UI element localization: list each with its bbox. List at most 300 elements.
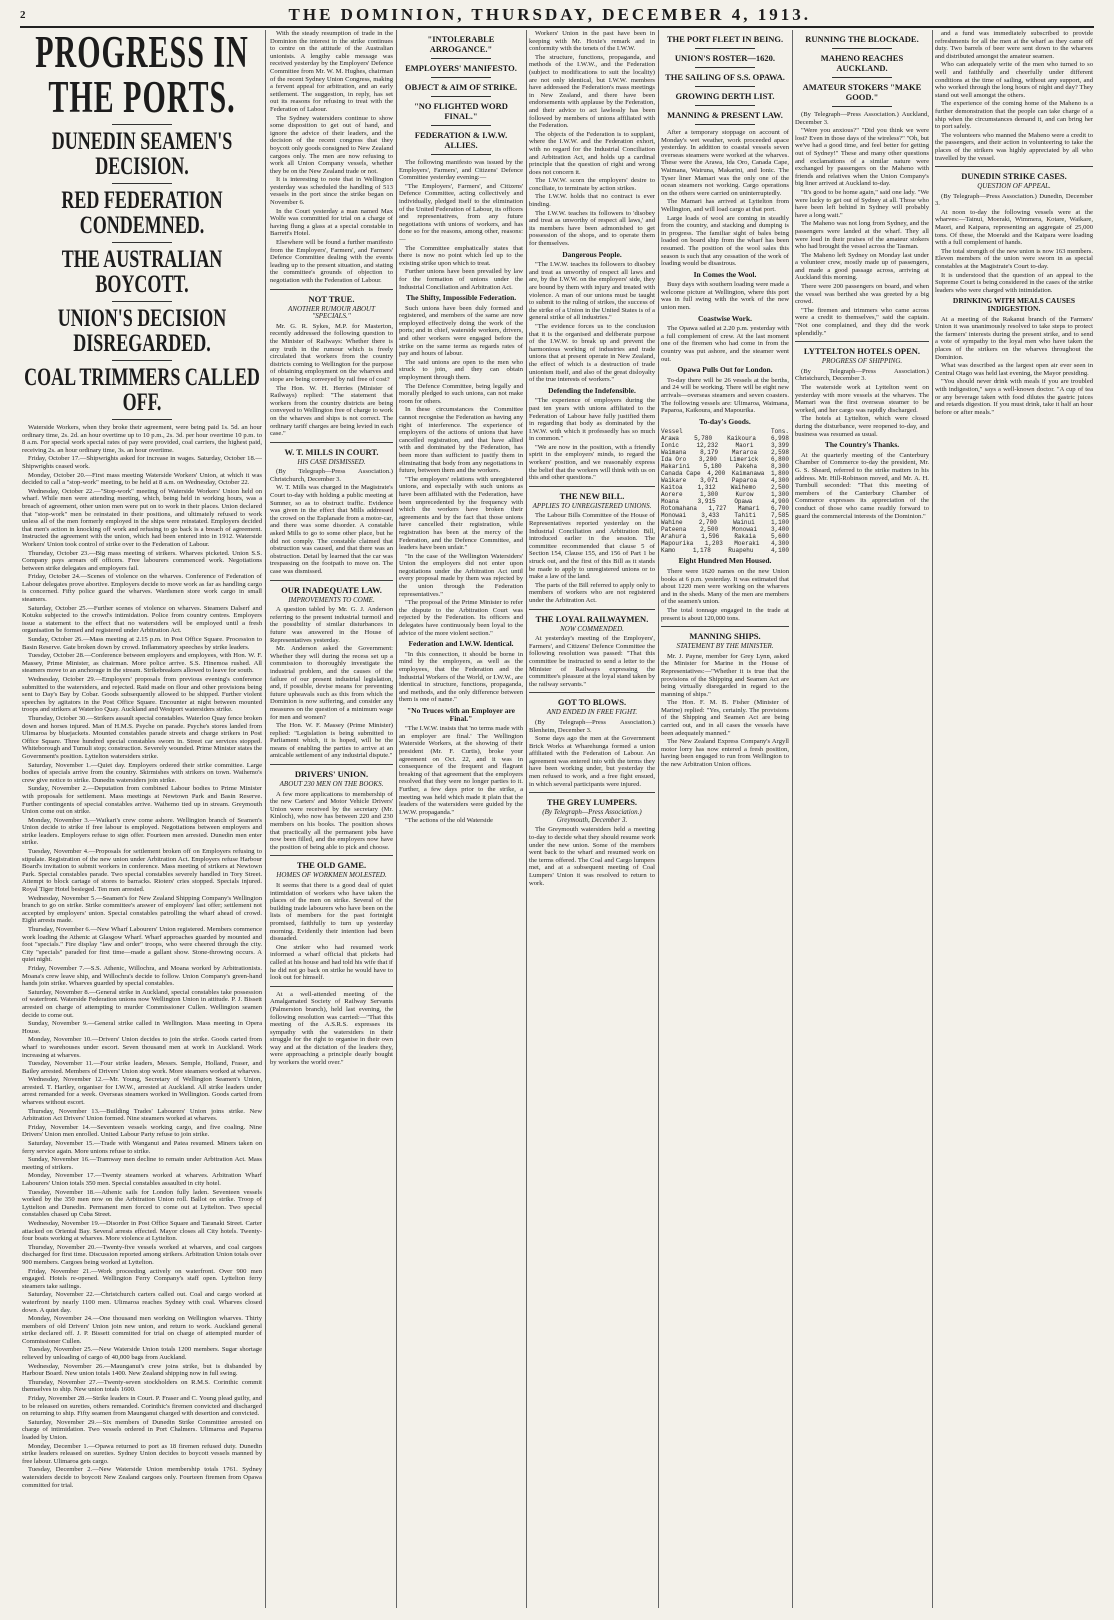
article-paragraph: The said unions are open to the men who struck to join, and they can obtain employment through them. xyxy=(399,358,523,382)
vessel-name: Maori xyxy=(735,442,754,450)
vessel-name: Aorere xyxy=(661,491,683,499)
section-heading: OUR INADEQUATE LAW. xyxy=(281,584,382,595)
article-paragraph: The following manifesto was issued by the Employers', Farmers', and Citizens' Defence Committee yesterday evening:— xyxy=(399,159,523,182)
article-paragraph: The experience of the coming home of the Maheno is a further demonstration that the people can take charge of a ship when the circumstances demand it, and can bring her to port safely. xyxy=(935,100,1093,131)
section-subheading: QUESTION OF APPEAL. xyxy=(977,182,1051,191)
article-paragraph: Mr. J. Payne, member for Grey Lynn, asked the Minister for Marine in the House of Representatives:—"Whether it is true that the provisions of the Shipping and Seamen Act are being virtually disregarded in regard to the manning of ships." xyxy=(661,652,789,698)
vessel-tons: 1,203 xyxy=(704,540,723,548)
opawa-subhead: THE SAILING OF S.S. OPAWA. xyxy=(665,72,785,82)
vessel-name: Kaimanawa xyxy=(731,470,765,478)
article-paragraph: It is interesting to note that in Wellington yesterday was scheduled the handling of 513 vessels in the port since the strike began on November 6. xyxy=(270,176,393,207)
article-paragraph: Wednesday, November 19.—Disorder in Post Office Square and Taranaki Street. Carter attacked on Oriental Bay. Several arrests effected. Mayor closes all City hotels. Twenty-four boats working at wharves. More violence at Lyttelton. xyxy=(22,1219,262,1243)
vessel-name: Arawa xyxy=(661,435,680,443)
column-6-body xyxy=(795,111,929,520)
vessel-tons: 1,312 xyxy=(697,484,716,492)
section-subheading: Dangerous People. xyxy=(562,249,622,259)
divider xyxy=(529,486,655,487)
divider xyxy=(112,419,172,420)
article-paragraph: It seems that there is a good deal of quiet intimidation of workers who have taken the places of the men on strike. Several of the building trade labourers who have been on the lists of members for the past fortnight promised, faithfully to turn up yesterday morning. Evidently their intention had been dissuaded. xyxy=(270,882,393,943)
article-paragraph: Saturday, November 8.—General strike in Auckland, special constables take possession of waterfront. Waterside Federation unions now Wellington Union in attitude. P. J. Bissett arrested on charge of attempting to murder Commissioner Cullen. Wellington seamen decide to come out. xyxy=(22,988,262,1019)
article-paragraph: "The experience of employers during the past ten years with unions affiliated to the Federation of Labour have fully justified them in regarding that body as dominated by the I.W.W. with which it professedly has so much in common." xyxy=(529,397,655,443)
vessel-name: Rakaia xyxy=(734,533,756,541)
divider xyxy=(935,166,1093,167)
strike-summary xyxy=(270,30,393,285)
vessel-tons: 6,800 xyxy=(770,456,789,464)
article-paragraph: "The proposal of the Prime Minister to refer the dispute to the Arbitration Court was rejected by the Federation. Its officers and delegates have continuously been loyal to the advice of the more violent section." xyxy=(399,599,523,637)
section-subheading: In Comes the Wool. xyxy=(693,269,757,279)
article-paragraph: "The actions of the old Waterside xyxy=(405,817,493,825)
article-paragraph: At a meeting of the Rakanui branch of the Farmers' Union it was unanimously resolved to take steps to protect the farmers' interests during the present strike, and to send a vote of sympathy to the loyal men who have taken the places of the strikers on the wharves throughout the Dominion. xyxy=(935,315,1093,361)
section-subheading: (By Telegraph—Press Association.) Greymouth, December 3. xyxy=(542,808,642,824)
article-paragraph: With the steady resumption of trade in the Dominion the interest in the strike continues to centre on the attitude of the Australian unionists. A lengthy cable message was received yesterday by the Employers' Defence Committee from Mr. W. M. Hughes, chairman of the recent Sydney Union Congress, making a fervent appeal for arbitration, and an early settlement. The suggestion, in reply, has set out its reasons for refusing to treat with the Federation of Labour. xyxy=(270,30,393,113)
column-rule xyxy=(526,30,527,1608)
section-subheading: To-day's Goods. xyxy=(699,416,751,426)
article-paragraph: The Labour Bills Committee of the House of Representatives reported yesterday on the Industrial Conciliation and Arbitration Bill, introduced earlier in the session. The committee recommended that clause 5 of Section 154, Clause 155, and 156 of Part 1 be struck out, and the first of this Bill as it stands be made to apply to unregistered unions or to make a law of the land. xyxy=(529,512,655,581)
section-subheading: Eight Hundred Men Housed. xyxy=(678,556,772,566)
article-paragraph: "In this connection, it should be borne in mind by the employers, as well as the employees, that the Federation and the Industrial Workers of the World, or I.W.W., are identical in structure, functions, propaganda, and methods, and the only difference between them is one of name." xyxy=(399,650,523,704)
divider xyxy=(695,86,755,87)
manning-subhead: MANNING & PRESENT LAW. xyxy=(667,110,783,120)
article-paragraph: "In the case of the Wellington Watersiders' Union the employers did not enter upon negotiations under the Arbitration Act until every proposal made by them was rejected by the union through the Federation representatives." xyxy=(399,552,523,598)
article-paragraph: (By Telegraph—Press Association.) Dunedin, December 3. xyxy=(935,192,1093,208)
roster-subhead: UNION'S ROSTER—1620. xyxy=(674,53,776,63)
tons-col-header: Tons. xyxy=(770,428,789,436)
article-paragraph: Some days ago the men at the Government Brick Works at Wharehunga formed a union affiliated with the Federation of Labour. An agreement was entered into with the terms they have been working under, but yesterday the men refused to work, and a free fight ensued, in which several participants were injured. xyxy=(529,735,655,788)
headline-coal-trimmers: COAL TRIMMERS CALLED OFF. xyxy=(24,362,260,416)
vessel-tons: 5,600 xyxy=(770,533,789,541)
divider xyxy=(270,855,393,856)
article-paragraph: The Sydney watersiders continue to show some disposition to get out of hand, and ignore the advice of their leaders, and the decision of the recent congress that they boycott only goods consigned to New Zealand cargoes only. The men are now refusing to work all Union Company vessels, whether they be on the New Zealand trade or not. xyxy=(270,114,393,175)
blockade-headline: RUNNING THE BLOCKADE. xyxy=(805,34,919,44)
vessel-row xyxy=(661,505,789,512)
article-paragraph: The total strength of the new union is now 163 members. Eleven members of the union were sworn in as special constables at the Magistrate's Court to-day. xyxy=(935,247,1093,271)
divider xyxy=(112,360,172,361)
divider xyxy=(695,67,755,68)
article-paragraph: (By Telegraph—Press Association.) Christchurch, December 3. xyxy=(795,367,929,383)
divider xyxy=(529,792,655,793)
section-heading: NOT TRUE. xyxy=(308,293,355,304)
vessel-name: Pateena xyxy=(661,526,687,534)
vessel-row xyxy=(661,435,789,442)
vessel-name: Mapourika xyxy=(661,540,694,548)
vessel-row xyxy=(661,442,789,449)
article-paragraph: Thursday, October 30.—Strikers assault special constables. Waterloo Quay fence broken down and horses injured. Man of H.M.S. Psyche on parade. Psyche's stores landed from Ulimaroa by bluejackets. Mounted constables parade streets and charge strikers in Post Office Square. Three hundred special constables sworn in. Street car services stopped. Whiteborough and Tumuli stop; construction. Severely wounded. Prime Minister states the Government's position. Lyttelton watersiders strike. xyxy=(22,714,262,760)
article-paragraph: Monday, November 24.—One thousand men working on Wellington wharves. Thirty members of old Drivers' Union join new union, and return to work. Auckland general strike declared off. J. P. Bissett committed for trial on charge of attempted murder of Commissioner Cullen. xyxy=(22,1315,262,1345)
article-paragraph: There were 200 passengers on board, and when the vessel was berthed she was greeted by a big crowd. xyxy=(795,283,929,306)
article-paragraph: Monday, December 1.—Opawa returned to port as 18 firemen refused duty. Dunedin strike leaders released on sureties. Sydney Union decides to boycott vessels manned by free labour. Ulimaroa gets cargo. xyxy=(22,1442,262,1465)
vessel-row xyxy=(661,519,789,526)
vessel-name: Ruapehu xyxy=(728,547,754,555)
section-heading: LYTTELTON HOTELS OPEN. xyxy=(803,346,921,357)
article-paragraph: Friday, November 21.—Work proceeding actively on waterfront. Over 900 men engaged. Hotels re-opened. Wellington Ferry Company's staff open. Lyttelton ferry steamers take sailings. xyxy=(22,1267,262,1290)
column-rule xyxy=(932,30,933,1608)
vessel-name: Monowai xyxy=(661,512,687,520)
article-paragraph: Mr. G. R. Sykes, M.P. for Masterton, recently addressed the following question to the Minister of Railways: Whether there is any truth in the rumour which is freely circulated that workers from the country districts coming to Wellington for the purpose of obtaining employment on the wharves and stope are being conveyed by rail free of cost? xyxy=(270,322,393,383)
article-paragraph: "Were you anxious?" "Did you think we were lost? Even in those days of the wireless?" "Oh, but we've had a good time, and feel better for getting out of Sydney!" These and many other questions and exclamations of a similar nature were exchanged by passengers on the Maheno with friends and relatives when the Union Company's big liner arrived at Auckland to-day. xyxy=(795,127,929,188)
vessel-name: Rotomahana xyxy=(661,505,698,513)
article-paragraph: Large loads of wool are coming in steadily from the country, and stacking and dumping is in progress. The familiar sight of bales being loaded on board ship from the wharf has been resumed. The position of the wool sales this season is such that any cessation of the work of loading would be disastrous. xyxy=(661,214,789,268)
headline-boycott: THE AUSTRALIAN BOYCOTT. xyxy=(61,244,223,298)
article-paragraph: What was described as the largest open air ever seen in Central Otago was held last evening, the Mayor presiding. xyxy=(935,362,1093,377)
article-paragraph: The New Zealand Express Company's Argyll motor lorry has now entered a fresh position, having been engaged to run from Wellington to the new Arbitration Union offices. xyxy=(661,738,789,769)
column-5-body xyxy=(661,129,789,769)
section-subheading: IMPROVEMENTS TO COME. xyxy=(288,595,375,604)
section-subheading: "No Truces with an Employer are Final." xyxy=(407,705,515,723)
vessel-row xyxy=(661,526,789,533)
article-paragraph: Sunday, October 26.—Mass meeting at 2.15 p.m. in Post Office Square. Procession to Basin Reserve. Gate broken down by crowd. Inflammatory speeches by strike leaders. xyxy=(22,636,262,651)
article-paragraph: In these circumstances the Committee cannot recognise the Federation as having any right of interference. The experience of employers of the actions of unions that have cancelled registration, and that have allied with and dominated by the Federation, has been more than sufficient to justify them in eliminating that body from any negotiations in future, between them and the workers. xyxy=(399,406,523,475)
article-paragraph: There were 1620 names on the new Union books at 6 p.m. yesterday. It was estimated that about 1220 men were working on the wharves and in the sheds. Many of the men are members of the seamen's union. xyxy=(661,567,789,606)
article-paragraph: Busy days with southern loading were made a welcome picture at Wellington, where this port was in full swing with the work of the new union men. xyxy=(661,281,789,312)
article-paragraph: Tuesday, December 2.—New Waterside Union membership totals 1761. Sydney watersiders decide to boycott New Zealand cargoes only. Fourteen firemen from Opawa committed for trial. xyxy=(22,1466,262,1489)
article-paragraph: and a fund was immediately subscribed to provide refreshments for all the men at the wharf as they came off duty. Two barrels of beer were sent down to the wharves and distributed amongst the amateur seamen. xyxy=(935,30,1093,60)
main-headline: PROGRESS IN THE PORTS. xyxy=(35,30,249,123)
article-paragraph: The Maheno left Sydney on Monday last under a volunteer crew, mostly made up of passengers, and made a good passage across, arriving at Auckland this morning. xyxy=(795,251,929,282)
article-paragraph: Monday, October 20.—First mass meeting Waterside Workers' Union, at which it was decided to call a "stop-work" meeting, to be held at 8 a.m. on Wednesday, October 22. xyxy=(22,471,262,487)
manifesto-subhead: "NO FLIGHTED WORD FINAL." xyxy=(414,101,508,121)
divider xyxy=(695,124,755,125)
vessel-name: Limerick xyxy=(729,456,759,464)
vessel-tons: 2,598 xyxy=(770,449,789,457)
article-paragraph: Workers' Union in the past have been in keeping with Mr. Hoxie's remark and in conformity with the tenets of the I.W.W. xyxy=(529,30,655,53)
vessel-tons: 6,700 xyxy=(770,505,789,513)
divider xyxy=(431,154,491,155)
vessel-name: Tahiti xyxy=(734,512,756,520)
vessel-name: Moana xyxy=(661,498,680,506)
section-subheading: ABOUT 230 MEN ON THE BOOKS. xyxy=(279,780,384,789)
column-7-body xyxy=(935,30,1093,416)
vessel-row xyxy=(661,533,789,540)
divider xyxy=(529,692,655,693)
article-paragraph: The Committee emphatically states that there is now no point which led up to the existing strike upon which to treat. xyxy=(399,244,523,267)
vessel-tons: 5,780 xyxy=(694,435,713,443)
article-paragraph: Such unions have been duly formed and registered, and members of the same are now employed effectively doing the work of the ports; and in chief, waterside workers, drivers, and other workers were engaged before the strike on the same terms as regards rates of pay and hours of labour. xyxy=(399,304,523,358)
article-paragraph: Waterside Workers, when they broke their agreement, were being paid 1s. 5d. an hour ordinary time, 2s. 2d. an hour overtime up to 10 p.m., 2s. 3d. per hour overtime 10 p.m. to 8 a.m. For special work special rates of pay were provided, coal carriers, the highest paid, receiving 2s. an hour ordinary time, 3s. an hour overtime. xyxy=(22,424,262,454)
vessel-row xyxy=(661,456,789,463)
vessel-name: Waimana xyxy=(661,449,687,457)
vessel-name: Ida Oro xyxy=(661,456,687,464)
column-rule xyxy=(792,30,793,1608)
vessel-name: Kurow xyxy=(735,491,754,499)
article-paragraph: "The employers' relations with unregistered unions, and especially with such unions as have been affiliated with the Federation, have been unprecedented by the frequency with which the workers have broken their agreements and by the fact that those unions have cancelled their registration, while registration has been at the mercy of the Federation, and the Defence Committee, and leaders have been unfair." xyxy=(399,475,523,552)
article-paragraph: "The firemen and trimmers who came across were a credit to themselves," said the captain. "Not one complained, and they did the work splendidly." xyxy=(795,306,929,337)
divider xyxy=(695,105,755,106)
article-paragraph: The Maheno was not long from Sydney, and the passengers were landed at the wharf. They all were loud in their praises of the amateur stokers who had brought the vessel across the Tasman. xyxy=(795,220,929,251)
column-2 xyxy=(270,30,393,1608)
vessel-tons: 4,300 xyxy=(770,540,789,548)
manifesto-subhead: EMPLOYERS' MANIFESTO. xyxy=(405,63,517,73)
headline-dunedin: DUNEDIN SEAMEN'S DECISION. xyxy=(51,126,233,180)
article-paragraph: The volunteers who manned the Maheno were a credit to the passengers, and their action in volunteering to take the places of the strikers was highly appreciated by all who travelled by the vessel. xyxy=(935,131,1093,162)
vessel-row xyxy=(661,512,789,519)
article-paragraph: The Greymouth watersiders held a meeting to-day to decide what they should resume work under the new union. Some of the members went back to the wharf and resumed work on the terms offered. The Coal and Cargo lumpers met, and at a subsequent meeting of Coal Lumpers' Union it was resolved to return to work. xyxy=(529,826,655,887)
article-paragraph: Friday, October 17.—Shipwrights asked for increase in wages. Saturday, October 18.—Shipwrights ceased work. xyxy=(22,455,262,470)
article-paragraph: Tuesday, November 18.—Athenic sails for London fully laden. Seventeen vessels worked by the 350 men now on the Arbitration Union roll. Ballot on strike. Troop of Lyttelton and Dunedin. Permanent men forced to come out at Lyttelton. Two special constables chased up Cuba Street. xyxy=(22,1188,262,1219)
vessel-tons: 2,500 xyxy=(770,484,789,492)
article-paragraph: Wednesday, November 12.—Mr. Young, Secretary of Wellington Seamen's Union, arrested. T. Hartley, organiser for I.W.W., arrested at Auckland. All strike leaders under arrest remanded for a week. Overseas steamers worked in Wellington. Goods carted from wharves without escort. xyxy=(22,1076,262,1107)
article-paragraph: After a temporary stoppage on account of Monday's wet weather, work proceeded apace yesterday. In addition to coastal vessels seven overseas steamers were worked at the wharves. These were the Arawa, Ida Oro, Canada Cape, Waimana, Wairuna, Makarini, and Ionic. The Tyser liner Mamari was the only one of the ocean steamers not working. Cargo operations on the others were carried on uninterruptedly. xyxy=(661,129,789,197)
headline-union-decision: UNION'S DECISION DISREGARDED. xyxy=(57,303,227,357)
article-paragraph: Wednesday, October 29.—Employers' proposals from previous evening's conference submitted to the watersiders, and rejected. Raid made on flour and other provisions being sent to Day's Bay by Cobar. Goods subsequently allowed to be shipped. Further violent speeches by agitators in the Post Office Square. Encounter at night between mounted troops and strikers at Waterloo Quay. Auckland and Westport watersiders strike. xyxy=(22,676,262,714)
article-paragraph: Tuesday, October 28.—Conference between employers and employees, with Hon. W. F. Massey, Prime Minister, as chairman. More police arrive. S.S. Hinemoa rushed. All steamers move to an anchorage in the stream. Strikebreakers allowed to leave for south. xyxy=(22,652,262,675)
vessel-name: Arahura xyxy=(661,533,687,541)
manifesto-subhead: OBJECT & AIM OF STRIKE. xyxy=(404,82,518,92)
article-paragraph: The I.W.W. scorn the employers' desire to conciliate, to terminate by action strikes. xyxy=(529,177,655,192)
vessel-row xyxy=(661,470,789,477)
vessel-name: Ionic xyxy=(661,442,680,450)
divider xyxy=(795,341,929,342)
section-subheading: Federation and I.W.W. Identical. xyxy=(408,639,514,649)
article-paragraph: One striker who had resumed work informed a wharf official that pickets had called at his house and had told his wife that if he did not go back on strike he would have to look out for himself. xyxy=(270,943,393,982)
vessel-tons: 1,178 xyxy=(692,547,711,555)
vessel-tons: 4,200 xyxy=(707,470,726,478)
article-paragraph: Wednesday, November 26.—Maunganui's crew joins strike, but is disbanded by Harbour Board. New union totals 1400. New Zealand shipping now in full swing. xyxy=(22,1362,262,1378)
section-subheading: DRINKING WITH MEALS CAUSES INDIGESTION. xyxy=(952,296,1076,313)
vessel-tons: 6,998 xyxy=(770,435,789,443)
divider xyxy=(832,48,892,49)
article-paragraph: At yesterday's meeting of the Employers', Farmers', and Citizens' Defence Committee the following resolution was passed: "That this committee be instructed to send a letter to the Minister of Railways expressing the committee's pleasure at the loyal stand taken by the railway servants." xyxy=(529,635,655,688)
vessel-tons: 7,585 xyxy=(770,512,789,520)
vessel-name: Moeraki xyxy=(734,540,760,548)
vessel-tons: 3,915 xyxy=(697,498,716,506)
manifesto-subhead: FEDERATION & I.W.W. ALLIES. xyxy=(414,130,508,150)
article-paragraph: (By Telegraph—Press Association.) Blenheim, December 3. xyxy=(529,718,655,734)
article-paragraph: "The evidence forces us to the conclusion that it is the organised and deliberate purpose of the I.W.W. to break up and prevent the harmonious working of industries and trade unions that at present operate in New Zealand, the effect of which is a destruction of trade unionism itself, and also of the great disloyalty of the true interests of workers." xyxy=(529,322,655,384)
vessel-name: Pakeha xyxy=(735,463,758,471)
article-paragraph: The I.W.W. holds that no contract is ever binding. xyxy=(529,193,655,209)
divider xyxy=(431,96,491,97)
page-number: 2 xyxy=(20,9,26,21)
section-heading: THE GREY LUMPERS. xyxy=(546,797,638,808)
column-rule xyxy=(396,30,397,1608)
article-paragraph: The Hon. W. H. Herries (Minister of Railways) replied: "The statement that workers from the country districts are being conveyed to Wellington free of charge to work on the wharves and ships is not correct. The ordinary tariff charges are being levied in each case." xyxy=(270,384,393,438)
vessel-row xyxy=(661,547,789,554)
section-subheading: The Shifty, Impossible Federation. xyxy=(405,293,517,303)
masthead xyxy=(20,4,1094,28)
article-paragraph: To-day there will be 26 vessels at the berths, and 24 will be working. There will be eight new arrivals—overseas steamers and seven coasters. The following vessels are: Ulimaroa, Waimana, Paparoa, Kaikoura, and Mapourika. xyxy=(661,376,789,415)
divider xyxy=(661,626,789,627)
article-paragraph: Friday, November 28.—Strike leaders in Court. P. Fraser and C. Young plead guilty, and to be released on sureties, others remanded. Corinthic's firemen convicted and discharged on returning to ship. Fifty seamen from Maunganui charged with desertion and convicted. xyxy=(22,1395,262,1418)
article-paragraph: "The I.W.W. insists that 'no terms made with an employer are final.' The Wellington Waterside Workers, at the showing of their president (Mr. F. Curtis), broke your agreement on Oct. 22, and it was in consequence of the frequent and flagrant breaking of that agreement that the employers resolved that they were no longer parties to it. Further, a few days prior to the strike, a meeting was held which made it plain that the leaders of the watersiders were guided by the I.W.W. propaganda." xyxy=(399,725,523,816)
vessel-name: Paparoa xyxy=(731,477,758,485)
vessel-tons: 3,071 xyxy=(700,477,719,485)
column-7 xyxy=(935,30,1093,1608)
section-heading: THE OLD GAME. xyxy=(296,860,367,871)
article-paragraph: Friday, November 14.—Seventeen vessels working cargo, and five coaling. Nine Drivers' Union men enrolled. United Labour Party refuse to join strike. xyxy=(22,1123,262,1139)
chronology-body xyxy=(22,424,262,1489)
divider xyxy=(270,442,393,443)
article-paragraph: Saturday, November 15.—Trade with Wanganui and Patea resumed. Miners taken on ferry service again. More unions refuse to strike. xyxy=(22,1140,262,1155)
port-fleet-headline: THE PORT FLEET IN BEING. xyxy=(666,34,784,44)
column-6 xyxy=(795,30,929,1608)
divider xyxy=(431,58,491,59)
article-paragraph: At noon to-day the following vessels were at the wharves:—Tainui, Moeraki, Wimmera, Kotare, Waikare, Maori, and Kaipara, representing an aggregate of 25,000 tons. Of these, the Moeraki and the Kaipara were loading with a full complement of hands. xyxy=(935,208,1093,247)
vessel-row xyxy=(661,449,789,456)
section-subheading: ANOTHER RUMOUR ABOUT "SPECIALS." xyxy=(288,304,375,321)
section-subheading: PROGRESS OF SHIPPING. xyxy=(821,357,903,366)
section-subheading: Coastwise Work. xyxy=(697,313,753,323)
article-paragraph: Wednesday, November 5.—Seamen's for New Zealand Shipping Company's Wellington branch to go on strike. Strike committee's answer of employers' last offer; settlement not accepted by employers' union. Special constables patrolling the wharf ahead of crowd. Eight arrests made. xyxy=(22,894,262,925)
article-paragraph: Sunday, November 9.—General strike called in Wellington. Mass meeting in Opera House. xyxy=(22,1020,262,1035)
vessel-tons: 4,100 xyxy=(770,547,789,555)
vessel-name: Makarini xyxy=(661,463,690,471)
vessel-name: Wahine xyxy=(661,519,683,527)
article-paragraph: At the quarterly meeting of the Canterbury Chamber of Commerce to-day the president, Mr. G. S. Sheard, referred to the strike matters in his address. Mr. Hill-Robinson moved, and Mr. A. H. Turnbull seconded: "That this meeting of members of the Canterbury Chamber of Commerce expresses its appreciation of the conduct of those who came readily forward to guard the commercial interests of the Dominion." xyxy=(795,451,929,520)
article-paragraph: Thursday, November 13.—Building Trades' Labourers' Union joins strike. New Arbitration Act Drivers' Union formed. Nine steamers worked at wharves. xyxy=(22,1107,262,1123)
article-paragraph: The objects of the Federation is to supplant, where the I.W.W. and the Federation exhort, with no regard for the Industrial Conciliation and Arbitration Act, and holds up a cardinal principle that the question of right and wrong does not concern it. xyxy=(529,130,655,176)
article-paragraph: Saturday, November 22.—Christchurch carters called out. Coal and cargo worked at waterfront by nearly 1100 men. Ulimaroa reaches Sydney with coal. Wharves closed down. A quiet day. xyxy=(22,1291,262,1314)
divider xyxy=(431,125,491,126)
manifesto-headline: "INTOLERABLE ARROGANCE." xyxy=(427,34,495,54)
article-paragraph: Tuesday, November 25.—New Waterside Union totals 1200 members. Sugar shortage relieved by unloading of cargo of 40,000 bags from Auckland. xyxy=(22,1346,262,1362)
divider xyxy=(112,242,172,243)
vessel-tons: 3,399 xyxy=(770,442,789,450)
article-paragraph: "We are now in the position, with a friendly spirit in the employers' minds, to regard the workers' position, and we reasonably express the belief that the workers will think with us on this and other questions." xyxy=(529,443,655,482)
article-paragraph: Mr. Anderson asked the Government: Whether they will during the recess set up a commission to thoroughly investigate the industrial problem, and the causes of the failure of our present industrial legislation, and, if possible, devise means for preventing future upheavals such as this from which the Dominion is now suffering, and consider any measures on the question of a minimum wage for men and women? xyxy=(270,645,393,721)
divider xyxy=(431,77,491,78)
article-paragraph: The total tonnage engaged in the trade at present is about 120,000 tons. xyxy=(661,606,789,622)
article-paragraph: Monday, November 10.—Drivers' Union decides to join the strike. Goods carted from wharf to warehouses under escort. Seven thousand men at work in Auckland. Work increasing at wharves. xyxy=(22,1036,262,1059)
section-heading: THE LOYAL RAILWAYMEN. xyxy=(535,613,649,624)
column-rule xyxy=(658,30,659,1608)
divider xyxy=(270,986,393,987)
article-paragraph: The structure, functions, propaganda, and methods of the I.W.W., and the Federation (subject to modifications to suit the locality) are not only identical, but I.W.W. members have addressed the Federation's mass meetings in New Zealand, and there have been endorsements with applause by the Federation, and their advice to act lawlessly has been followed by members of unions affiliated with the Federation. xyxy=(529,53,655,130)
vessel-tons: 12,232 xyxy=(696,442,719,450)
divider xyxy=(270,580,393,581)
divider xyxy=(112,301,172,302)
stokers-subhead: AMATEUR STOKERS "MAKE GOOD." xyxy=(802,82,922,102)
article-paragraph: W. T. Mills was charged in the Magistrate's Court to-day with holding a public meeting at Sumner, so as to obstruct traffic. Evidence was given in the effect that Mills addressed the crowd on the Esplanade from a motor-car, and there was some disorder. A constable asked Mills to go to some other place, but he did not comply. The constable claimed that obstruction was caused, and that there was an obstruction. Detail by learned that the car was trespassing on the footpath to move on. The case was dismissed. xyxy=(270,484,393,575)
vessel-tons: 4,300 xyxy=(770,477,789,485)
vessel-name: Canada Cape xyxy=(661,470,701,478)
vessel-tons: 5,180 xyxy=(703,463,722,471)
article-paragraph: The Defence Committee, being legally and morally pledged to such unions, can not make room for others. xyxy=(399,382,523,405)
vessel-name: Waikare xyxy=(661,477,687,485)
article-paragraph: The waterside work at Lyttelton went on yesterday with more vessels at the wharves. The Mamari was the first overseas steamer to be worked, and her cargo was rapidly discharged. xyxy=(795,384,929,414)
vessel-name: Kamo xyxy=(661,547,676,555)
vessel-name: Waihemo xyxy=(730,484,756,492)
article-paragraph: Elsewhere will be found a further manifesto from the Employers', Farmers', and Farmers' Defence Committee dealing with the events leading up to the present situation, and stating the committee's grounds of objection to negotiation with the Federation of Labour. xyxy=(270,239,393,284)
vessel-table-header xyxy=(661,428,789,435)
article-paragraph: The parts of the Bill referred to apply only to members of workers who are not registered under the Arbitration Act. xyxy=(529,581,655,604)
article-paragraph: "It's good to be home again," said one lady. "We were lucky to get out of Sydney at all. Those who have been left behind in Sydney will probably have a long wait." xyxy=(795,188,929,219)
article-paragraph: Saturday, October 25.—Further scenes of violence on wharves. Steamers Dalserf and Kotuku subjected to the crowd's intimidation. Police from country centres. Employers issue a statement to the effect that no watersiders will be employed until a fresh organisation be formed and registered under Arbitration Act. xyxy=(22,604,262,635)
vessel-row xyxy=(661,491,789,498)
column-3 xyxy=(399,30,523,1608)
article-paragraph: Thursday, November 20.—Twenty-five vessels worked at wharves, and coal cargoes discharged for first time. Discussion reported among strikers. Arbitration Union totals over 900 members. Cargoes being worked at Lyttelton. xyxy=(22,1243,262,1266)
section-subheading: HIS CASE DISMISSED. xyxy=(297,457,366,466)
vessel-tons: 3,200 xyxy=(698,456,717,464)
vessel-tons: 4,900 xyxy=(770,498,789,506)
divider xyxy=(112,183,172,184)
vessel-tons: 2,700 xyxy=(698,519,717,527)
divider xyxy=(695,48,755,49)
divider xyxy=(832,77,892,78)
vessel-row xyxy=(661,498,789,505)
vessel-row xyxy=(661,484,789,491)
article-paragraph: The Hon. W. F. Massey (Prime Minister) replied: "Legislation is being submitted to Parliament which, it is hoped, will be the means of enabling the parties to arrive at an amicable settlement of any industrial dispute." xyxy=(270,722,393,760)
article-paragraph: Friday, October 24.—Scenes of violence on the wharves. Conference of Federation of Labour delegates prove abortive. Employers decide to move work as far as handling cargo is concerned. Fifty police guard the wharves. Wardsmen store work cargo in small steamers. xyxy=(22,573,262,604)
vessel-tons: 1,800 xyxy=(770,470,789,478)
divider xyxy=(270,764,393,765)
article-paragraph: At a well-attended meeting of the Amalgamated Society of Railway Servants (Palmerston branch), held last evening, the following resolution was carried:—"That this meeting of the A.S.R.S. expresses its sympathy with the watersiders in their struggle for the right to organise in their own way and at the dictation of the leaders they, were approaching a principle dearly bought by workers the world over." xyxy=(270,990,393,1067)
derth-subhead: GROWING DERTH LIST. xyxy=(675,91,775,101)
vessel-tons: 1,596 xyxy=(701,533,720,541)
article-paragraph: The Opawa sailed at 2.20 p.m. yesterday with a full complement of crew. At the last moment one of the firemen who had come in from the country was put ashore, and the steamer went out. xyxy=(661,325,789,363)
section-subheading: NOW COMMENDED. xyxy=(560,624,624,633)
section-heading: DRIVERS' UNION. xyxy=(294,769,369,780)
section-heading: MANNING SHIPS. xyxy=(689,631,761,642)
article-paragraph: Saturday, November 29.—Six members of Dunedin Strike Committee arrested on charge of intimidation. Two vessels ordered in Port Chalmers. Ulimaroa and Paparoa loaded by Union. xyxy=(22,1418,262,1441)
vessel-name: Mamari xyxy=(737,505,760,513)
vessel-name: Mararoa xyxy=(731,449,758,457)
article-paragraph: Friday, November 7.—S.S. Athenic, Willochra, and Moana worked by Arbitrationists. Moana's crew leave ship, and Willochra's decide to follow. Union Company's green-hand hands join strike. Wharves guarded by special constables. xyxy=(22,964,262,988)
article-paragraph: Monday, November 3.—Waikari's crew come ashore. Wellington branch of Seamen's Union decide to strike if free labour is employed. Negotiations between employers and strike leaders. Employers refuse to sign offer. Fourteen men arrested. Dunedin men enter strike. xyxy=(22,816,262,847)
article-paragraph: (By Telegraph—Press Association.) Christchurch, December 3. xyxy=(270,468,393,483)
vessel-row xyxy=(661,477,789,484)
section-heading: GOT TO BLOWS. xyxy=(557,697,627,708)
article-paragraph: The I.W.W. teaches its followers to 'disobey and treat as unworthy of respect all laws,' and its members have been admonished to get possession of the shops, and to operate them for themselves. xyxy=(529,209,655,248)
headline-red-federation: RED FEDERATION CONDEMNED. xyxy=(61,185,223,239)
vessel-tons: 8,179 xyxy=(700,449,719,457)
section-subheading: APPLIES TO UNREGISTERED UNIONS. xyxy=(532,501,652,510)
column-5 xyxy=(661,30,789,1608)
vessel-name: Kaitoa xyxy=(661,484,683,492)
article-paragraph: Thursday, October 23.—Big mass meeting of strikers. Wharves picketed. Union S.S. Company pays arrears off officers. Free labourers commenced work. Negotiations between strike delegates and employers fail. xyxy=(22,549,262,572)
section-subheading: HOMES OF WORKMEN MOLESTED. xyxy=(276,871,387,880)
article-paragraph: A few more applications to membership of the new Carters' and Motor Vehicle Drivers' Union were received by the secretary (Mr. Kinloch), who now has between 220 and 230 members on his books. The position shows that practically all the permanent jobs have now been filled, and the employers now have the position of being able to pick and choose. xyxy=(270,790,393,851)
section-subheading: Defending the Indefensible. xyxy=(548,385,636,395)
article-paragraph: In the Court yesterday a man named Max Wolfe was committed for trial on a charge of having flung a glass at a special constable in Barrett's Hotel. xyxy=(270,207,393,238)
divider xyxy=(529,609,655,610)
column-2-sections xyxy=(270,289,393,1067)
vessel-name: Kaikoura xyxy=(727,435,756,443)
divider xyxy=(112,124,172,125)
column-4-body xyxy=(529,30,655,887)
article-paragraph: Who can adequately write of the men who turned to so well and faithfully and cheerfully under different conditions at the time of sailing, without any support, and who worked through the long hours of night and day? They stand out well amongst the others. xyxy=(935,61,1093,99)
divider xyxy=(270,289,393,290)
article-paragraph: "The I.W.W. teaches its followers to disobey and treat as unworthy of respect all laws and are, by the I.W.W. on the employers' side, they are bound by them with injury and treated with violence. A man of our unions must be taught to submit to the ruling of strikes, the success of the strike of a Union in the United States is of a general strike of all industries." xyxy=(529,261,655,322)
article-paragraph: The Hon. F. M. B. Fisher (Minister of Marine) replied: "Yes, certainly. The provisions of the Shipping and Seamen Act are being carried out, and in all cases the vessels have been adequately manned." xyxy=(661,699,789,737)
section-heading: W. T. MILLS IN COURT. xyxy=(284,446,379,457)
article-paragraph: Wednesday, October 22.—"Stop-work" meeting of Waterside Workers' Union held on wharf. While men were attending meeting, which, being held in working hours, was a breach of agreement, other union men were put on to work in their places. Union declared that "stop-work" men be reinstated in their positions, and ultimately refused to work unless all of the men formerly employed in the ships were reinstated. Employers decided that men's action in knocking off work and refusing to go back is a breach of agreement. Instructed the agreement with the union, which had been entered into in 1912. Waterside Workers' Union took control of strike over to the Federation of Labour. xyxy=(22,487,262,548)
vessel-name: Wainui xyxy=(733,519,755,527)
vessel-tons: 3,400 xyxy=(770,526,789,534)
divider xyxy=(832,106,892,107)
section-heading: THE NEW BILL. xyxy=(559,490,625,501)
vessel-col-header: Vessel xyxy=(661,428,683,436)
vessel-row xyxy=(661,463,789,470)
article-paragraph: "The Employers', Farmers', and Citizens' Defence Committee, acting collectively and individually, pledged itself to the elimination of the United Federation of Labour, its officers and representatives, from any future negotiations with unions of workers, and has done so for the reasons, among other, reasons:— xyxy=(399,182,523,243)
article-paragraph: The hotels at Lyttelton, which were closed during the disturbance, were reopened to-day, and business was resumed as usual. xyxy=(795,415,929,438)
article-paragraph: A question tabled by Mr. G. J. Anderson referring to the present industrial turmoil and the possibility of similar disturbances in future was answered in the House of Representatives yesterday. xyxy=(270,606,393,644)
vessel-tons: 1,727 xyxy=(708,505,727,513)
article-paragraph: Sunday, November 16.—Tramway men decline to remain under Arbitration Act. Mass meeting of strikers. xyxy=(22,1156,262,1171)
article-paragraph: "You should never drink with meals if you are troubled with indigestion," says a well-known doctor. "A cup of tea or any beverage taken with food dilutes the gastric juices and retards digestion. If you must drink, take it half an hour before or after meals." xyxy=(935,378,1093,416)
article-paragraph: Saturday, November 1.—Quiet day. Employers ordered their strike committee. Large bodies of specials arrive from the country. Skirmishes with strikers on town. Waihemo's crew give notice to strike. Dunedin watersiders join strike. xyxy=(22,761,262,784)
article-paragraph: Further unions have been prevailed by law for the formation of unions under the Industrial Conciliation and Arbitration Act. xyxy=(399,268,523,291)
manifesto-body xyxy=(399,159,523,825)
article-paragraph: Thursday, November 6.—New Wharf Labourers' Union registered. Members commence work loading the Athenic at Glasgow Wharf. Wharf approaches guarded by mounted and foot "specials." Fire display "law and order" troops, who were cheered through the city. City "specials" paraded for first time—made a gallant show. Stone-throwing occurs. A quiet night. xyxy=(22,926,262,964)
article-paragraph: Tuesday, November 4.—Proposals for settlement broken off on Employers refusing to stipulate. Registration of the new union under Arbitration Act. Employers refuse Harbour Board's invitation to submit workers in conference. Mass meeting of strikers at Newtown Park. Special constables parade. Two special constables severely handled in Tory Street. Attempt to block cartage of stores to barracks. Rioters' cries stopped. Specials injured. Royal Tiger Hotel besieged. Ten men arrested. xyxy=(22,848,262,894)
maheno-subhead: MAHENO REACHES AUCKLAND. xyxy=(820,53,904,73)
vessel-name: Opawa xyxy=(734,498,753,506)
vessel-name: Monowai xyxy=(731,526,758,534)
column-1 xyxy=(22,30,262,1608)
vessel-tons: 1,300 xyxy=(770,491,789,499)
column-rule xyxy=(265,30,266,1608)
article-paragraph: Sunday, November 2.—Deputation from combined Labour bodies to Prime Minister with proposals for settlement. Mass meetings at Newtown Park and Basin Reserve. Further contingents of special constables arrive. Waihemo tied up in stream. Greymouth Union come out on strike. xyxy=(22,785,262,816)
